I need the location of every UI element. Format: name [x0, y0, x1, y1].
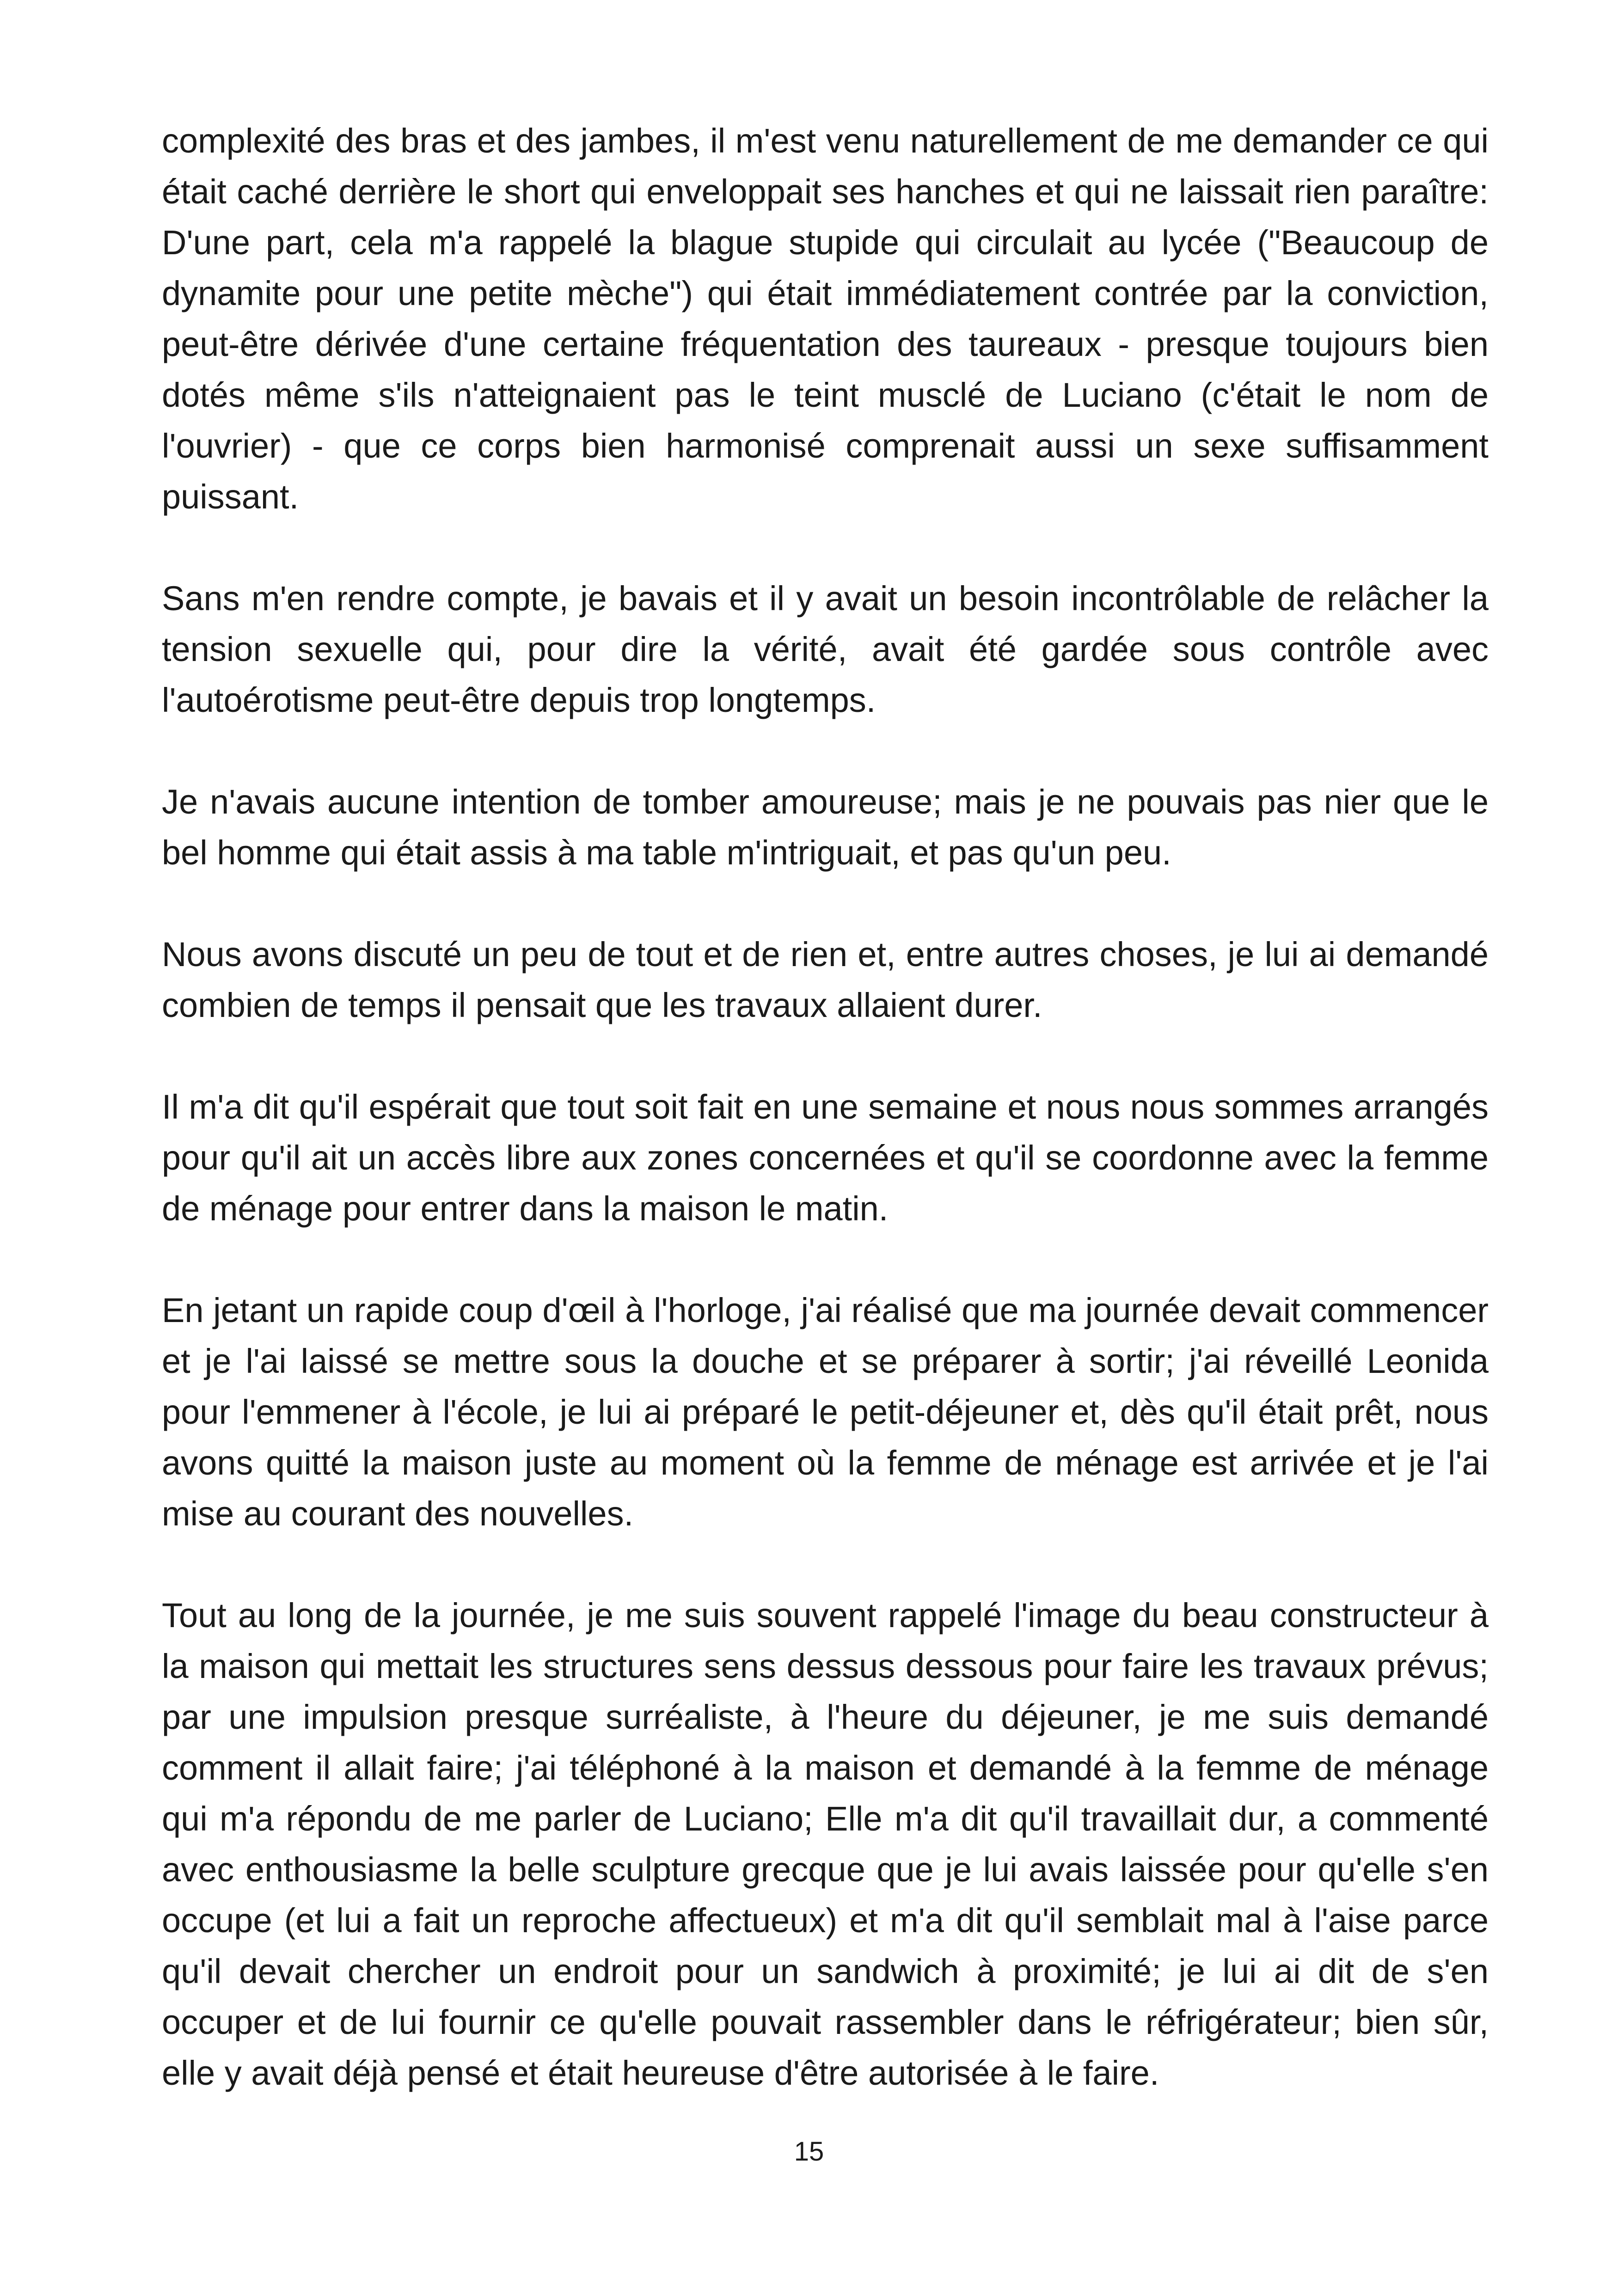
paragraph-2: Sans m'en rendre compte, je bavais et il y avait un besoin incontrôlable de relâcher la tension sexuelle qui, pour dire la vérité, avait été gardée sous contrôle avec l'autoérotisme peut-être depuis trop longtemps.	[162, 579, 1489, 719]
paragraph-3: Je n'avais aucune intention de tomber amoureuse; mais je ne pouvais pas nier que le bel homme qui était assis à ma table m'intriguait, et pas qu'un peu.	[162, 783, 1489, 872]
paragraph-1: complexité des bras et des jambes, il m'est venu naturellement de me demander ce qui était caché derrière le short qui enveloppait ses hanches et qui ne laissait rien paraître: D'une part, cela m'a rappelé la blague stupide qui circulait au lycée ("Beaucoup de dynamite pour une petite mèche") qui était immédiatement contrée par la conviction, peut-être dérivée d'une certaine fréquentation des taureaux - presque toujours bien dotés même s'ils n'atteignaient pas le teint musclé de Luciano (c'était le nom de l'ouvrier) - que ce corps bien harmonisé comprenait aussi un sexe suffisamment puissant.	[162, 122, 1489, 516]
paragraph-5: Il m'a dit qu'il espérait que tout soit fait en une semaine et nous nous sommes arrangés pour qu'il ait un accès libre aux zones concernées et qu'il se coordonne avec la femme de ménage pour entrer dans la maison le matin.	[162, 1088, 1489, 1228]
body-text	[162, 116, 1489, 2149]
paragraph-6: En jetant un rapide coup d'œil à l'horloge, j'ai réalisé que ma journée devait commencer et je l'ai laissé se mettre sous la douche et se préparer à sortir; j'ai réveillé Leonida pour l'emmener à l'école, je lui ai préparé le petit-déjeuner et, dès qu'il était prêt, nous avons quitté la maison juste au moment où la femme de ménage est arrivée et je l'ai mise au courant des nouvelles.	[162, 1291, 1489, 1533]
page-number: 15	[794, 2137, 824, 2167]
paragraph-7: Tout au long de la journée, je me suis souvent rappelé l'image du beau constructeur à la maison qui mettait les structures sens dessus dessous pour faire les travaux prévus; par une impulsion presque surréaliste, à l'heure du déjeuner, je me suis demandé comment il allait faire; j'ai téléphoné à la maison et demandé à la femme de ménage qui m'a répondu de me parler de Luciano; Elle m'a dit qu'il travaillait dur, a commenté avec enthousiasme la belle sculpture grecque que je lui avais laissée pour qu'elle s'en occupe (et lui a fait un reproche affectueux) et m'a dit qu'il semblait mal à l'aise parce qu'il devait chercher un endroit pour un sandwich à proximité; je lui ai dit de s'en occuper et de lui fournir ce qu'elle pouvait rassembler dans le réfrigérateur; bien sûr, elle y avait déjà pensé et était heureuse d'être autorisée à le faire.	[162, 1596, 1489, 2092]
paragraph-4: Nous avons discuté un peu de tout et de rien et, entre autres choses, je lui ai demandé combien de temps il pensait que les travaux allaient durer.	[162, 935, 1489, 1024]
